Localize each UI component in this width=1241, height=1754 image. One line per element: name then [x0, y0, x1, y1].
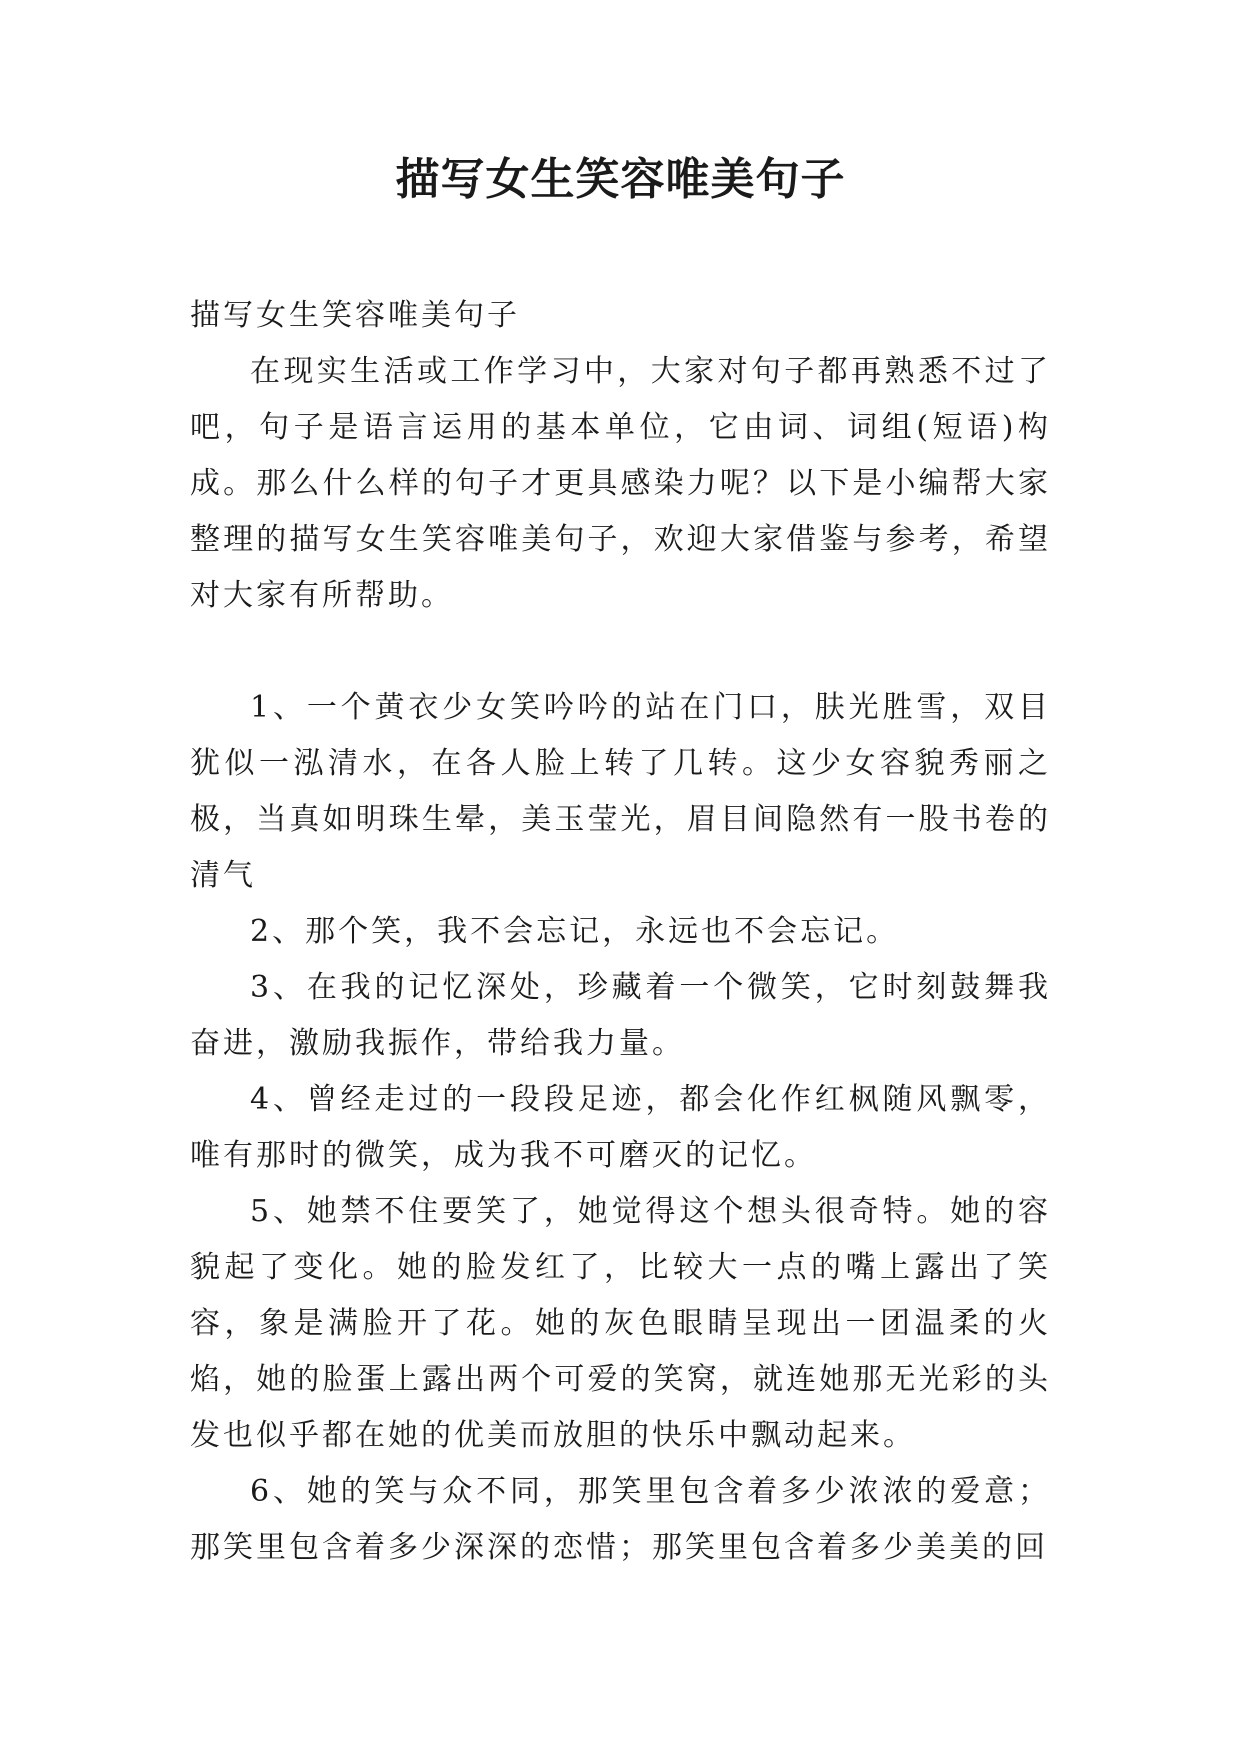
document-subtitle: 描写女生笑容唯美句子 — [190, 298, 520, 333]
sentence-item-3: 3、在我的记忆深处，珍藏着一个微笑，它时刻鼓舞我奋进，激励我振作，带给我力量。 — [190, 970, 1051, 1061]
sentence-item-5: 5、她禁不住要笑了，她觉得这个想头很奇特。她的容貌起了变化。她的脸发红了，比较大一点的嘴上露出了笑容，象是满脸开了花。她的灰色眼睛呈现出一团温柔的火焰，她的脸蛋上露出两个可爱的笑窝，就连她那无光彩的头发也似乎都在她的优美而放胆的快乐中飘动起来。 — [190, 1194, 1051, 1453]
document-body — [190, 288, 1051, 1576]
sentence-item-1: 1、一个黄衣少女笑吟吟的站在门口，肤光胜雪，双目犹似一泓清水，在各人脸上转了几转。这少女容貌秀丽之极，当真如明珠生晕，美玉莹光，眉目间隐然有一股书卷的清气 — [190, 690, 1051, 893]
paragraph-spacer — [190, 624, 1051, 680]
sentence-item-4: 4、曾经走过的一段段足迹，都会化作红枫随风飘零，唯有那时的微笑，成为我不可磨灭的记忆。 — [190, 1082, 1051, 1173]
page-title: 描写女生笑容唯美句子 — [395, 154, 846, 205]
sentence-item-6: 6、她的笑与众不同，那笑里包含着多少浓浓的爱意；那笑里包含着多少深深的恋惜；那笑里包含着多少美美的回 — [190, 1474, 1051, 1565]
sentence-item-2: 2、那个笑，我不会忘记，永远也不会忘记。 — [250, 914, 900, 949]
intro-paragraph: 在现实生活或工作学习中，大家对句子都再熟悉不过了吧，句子是语言运用的基本单位，它由词、词组(短语)构成。那么什么样的句子才更具感染力呢？以下是小编帮大家整理的描写女生笑容唯美句子，欢迎大家借鉴与参考，希望对大家有所帮助。 — [190, 354, 1051, 613]
